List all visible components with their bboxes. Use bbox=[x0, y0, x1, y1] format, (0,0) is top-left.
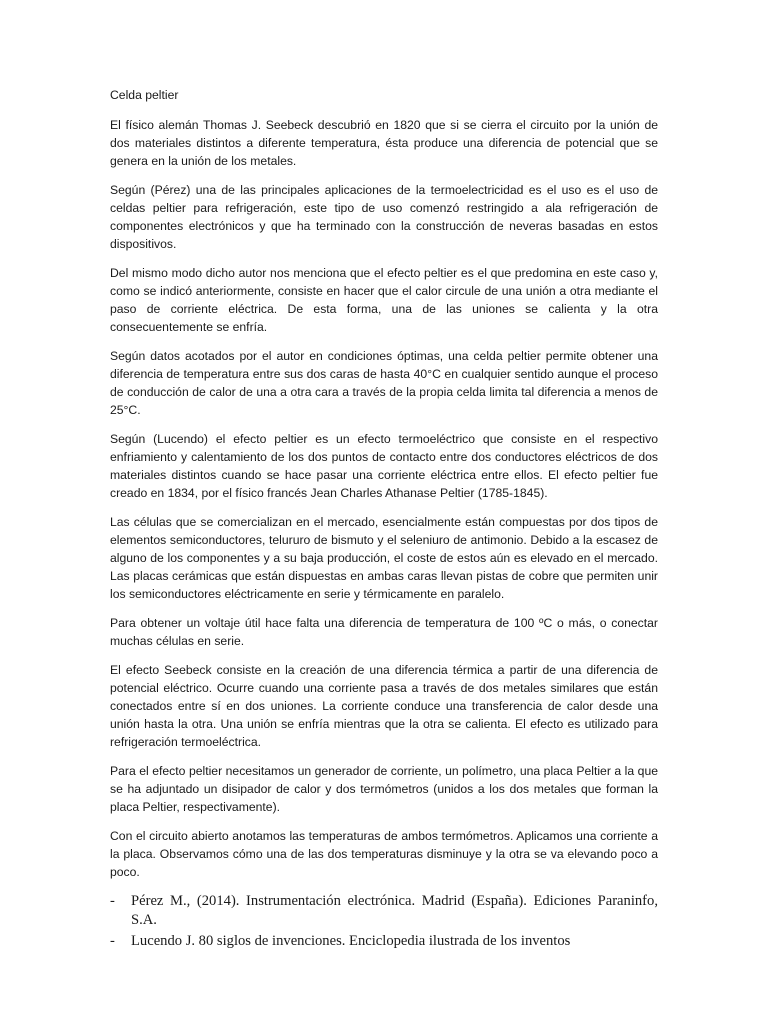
document-title: Celda peltier bbox=[110, 88, 179, 102]
reference-item bbox=[110, 932, 658, 951]
reference-text: Lucendo J. 80 siglos de invenciones. Enciclopedia ilustrada de los inventos bbox=[131, 933, 571, 949]
document-body bbox=[110, 86, 658, 953]
bullet-dash: - bbox=[110, 933, 115, 949]
reference-item bbox=[110, 892, 658, 930]
paragraph-seebeck-effect: El efecto Seebeck consiste en la creación de una diferencia térmica a partir de una diferencia de potencial eléctrico. Ocurre cuando una corriente pasa a través de dos metales similares que están conectados entre sí en dos uniones. La corriente conduce una transferencia de calor desde una unión hasta la otra. Una unión se enfría mientras que la otra se calienta. El efecto es utilizado para refrigeración termoeléctrica. bbox=[110, 663, 658, 749]
bullet-dash: - bbox=[110, 893, 115, 909]
paragraph-seebeck-discovery: El físico alemán Thomas J. Seebeck descubrió en 1820 que si se cierra el circuito por la unión de dos materiales distintos a diferente temperatura, ésta produce una diferencia de potencial que se genera en la unión de los metales. bbox=[110, 118, 658, 168]
paragraph-perez-applications: Según (Pérez) una de las principales aplicaciones de la termoelectricidad es el uso es el uso de celdas peltier para refrigeración, este tipo de uso comenzó restringido a ala refrigeración de componentes electrónicos y que ha terminado con la construcción de neveras basadas en estos dispositivos. bbox=[110, 183, 658, 251]
paragraph-useful-voltage: Para obtener un voltaje útil hace falta una diferencia de temperatura de 100 ºC o más, o conectar muchas células en serie. bbox=[110, 616, 658, 648]
paragraph-lucendo-definition: Según (Lucendo) el efecto peltier es un efecto termoeléctrico que consiste en el respectivo enfriamiento y calentamiento de los dos puntos de contacto entre dos conductores eléctricos de dos materiales distintos cuando se hace pasar una corriente eléctrica entre ellos. El efecto peltier fue creado en 1834, por el físico francés Jean Charles Athanase Peltier (1785-1845). bbox=[110, 432, 658, 500]
paragraph-temperature-difference: Según datos acotados por el autor en condiciones óptimas, una celda peltier permite obtener una diferencia de temperatura entre sus dos caras de hasta 40°C en cualquier sentido aunque el proceso de conducción de calor de una a otra cara a través de la propia celda limita tal diferencia a menos de 25°C. bbox=[110, 349, 658, 417]
references-list bbox=[110, 892, 658, 951]
paragraph-cell-composition: Las células que se comercializan en el mercado, esencialmente están compuestas por dos tipos de elementos semiconductores, telururo de bismuto y el seleniuro de antimonio. Debido a la escasez de alguno de los componentes y a su baja producción, el coste de estos aún es elevado en el mercado. Las placas cerámicas que están dispuestas en ambas caras llevan pistas de cobre que permiten unir los semiconductores eléctricamente en serie y térmicamente en paralelo. bbox=[110, 515, 658, 601]
paragraph-required-equipment: Para el efecto peltier necesitamos un generador de corriente, un polímetro, una placa Peltier a la que se ha adjuntado un disipador de calor y dos termómetros (unidos a los dos metales que forman la placa Peltier, respectivamente). bbox=[110, 764, 658, 814]
paragraph-procedure: Con el circuito abierto anotamos las temperaturas de ambos termómetros. Aplicamos una corriente a la placa. Observamos cómo una de las dos temperaturas disminuye y la otra se va elevando poco a poco. bbox=[110, 829, 658, 879]
paragraph-peltier-effect: Del mismo modo dicho autor nos menciona que el efecto peltier es el que predomina en este caso y, como se indicó anteriormente, consiste en hacer que el calor circule de una unión a otra mediante el paso de corriente eléctrica. De esta forma, una de las uniones se calienta y la otra consecuentemente se enfría. bbox=[110, 266, 658, 334]
reference-text: Pérez M., (2014). Instrumentación electrónica. Madrid (España). Ediciones Paraninfo, S.A. bbox=[131, 893, 658, 928]
